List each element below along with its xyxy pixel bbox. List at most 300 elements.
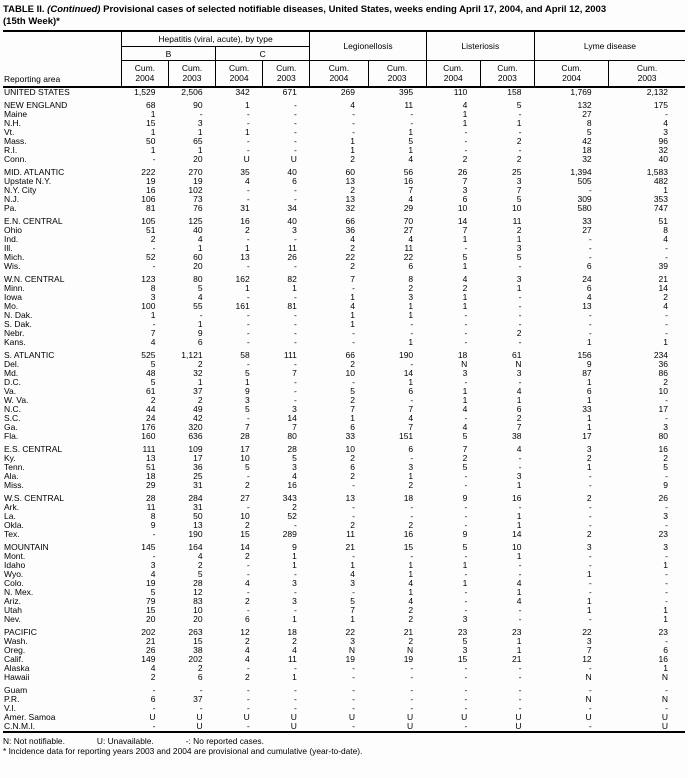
value-cell: -: [464, 605, 468, 615]
value-cell: 9: [150, 520, 156, 530]
value-cell: 3: [516, 368, 522, 378]
reporting-area-cell: La.: [4, 511, 16, 521]
value-cell: 38: [193, 645, 203, 655]
value-cell: 2: [197, 560, 203, 570]
value-cell: 36: [193, 462, 203, 472]
value-cell: 1,583: [646, 167, 668, 177]
value-cell: 2: [408, 283, 414, 293]
value-cell: 16: [658, 444, 668, 454]
group-header-row-1: [3, 31, 685, 47]
value-cell: -: [294, 605, 297, 615]
value-cell: 10: [345, 444, 355, 454]
value-cell: 1: [197, 145, 203, 155]
reporting-area-cell: S. ATLANTIC: [4, 350, 55, 360]
value-cell: 11: [346, 529, 355, 539]
value-cell: -: [588, 587, 592, 597]
value-cell: 3: [586, 636, 592, 646]
value-cell: 9: [462, 529, 468, 539]
value-cell: -: [665, 243, 668, 253]
value-cell: 25: [193, 471, 203, 481]
value-cell: -: [518, 569, 522, 579]
value-cell: 1: [462, 292, 468, 302]
value-cell: 1: [408, 377, 414, 387]
value-cell: 3: [150, 292, 156, 302]
title-table-label: TABLE II.: [3, 4, 45, 15]
value-cell: 123: [141, 274, 156, 284]
value-cell: 24: [582, 274, 592, 284]
reporting-area-cell: NEW ENGLAND: [4, 100, 68, 110]
value-cell: -: [588, 319, 592, 329]
value-cell: -: [588, 185, 592, 195]
value-cell: 35: [240, 167, 250, 177]
reporting-area-cell: R.I.: [4, 145, 18, 155]
value-cell: -: [464, 243, 468, 253]
value-cell: 1: [408, 145, 414, 155]
value-cell: 4: [197, 292, 203, 302]
value-cell: 6: [408, 261, 414, 271]
value-cell: 1: [462, 234, 468, 244]
value-cell: 2: [408, 614, 414, 624]
value-cell: 164: [188, 542, 203, 552]
value-cell: -: [294, 520, 297, 530]
value-cell: -: [665, 413, 668, 423]
value-cell: 190: [188, 529, 203, 539]
footnote-incidence-note: * Incidence data for reporting years 2003 and 2004 are provisional and cumulative (year-to-date).: [3, 746, 363, 756]
reporting-area-cell: Alaska: [4, 663, 30, 673]
value-cell: 4: [350, 234, 355, 244]
reporting-area-cell: Fla.: [4, 431, 19, 441]
table-row: [3, 561, 685, 570]
value-cell: -: [464, 703, 468, 713]
value-cell: 4: [150, 663, 156, 673]
value-cell: 1: [516, 118, 522, 128]
value-cell: 102: [188, 185, 203, 195]
table-row: [3, 490, 685, 503]
value-cell: 29: [145, 480, 156, 490]
value-cell: 9: [292, 542, 297, 552]
value-cell: 1: [663, 337, 668, 347]
title-line-2: (15th Week)*: [3, 15, 60, 27]
value-cell: -: [246, 685, 250, 695]
value-cell: -: [665, 587, 668, 597]
value-cell: 2: [244, 672, 250, 682]
value-cell: 343: [282, 493, 297, 503]
value-cell: 2: [663, 377, 668, 387]
value-cell: -: [294, 359, 297, 369]
reporting-area-cell: Utah: [4, 605, 22, 615]
listeriosis-group-header: Listeriosis: [426, 31, 534, 61]
value-cell: -: [410, 672, 414, 682]
value-cell: 1: [586, 596, 592, 606]
table-row: [3, 302, 685, 311]
value-cell: 18: [403, 493, 414, 503]
value-cell: -: [294, 395, 297, 405]
value-cell: 2: [516, 328, 522, 338]
reporting-area-cell: Mont.: [4, 551, 26, 561]
value-cell: -: [294, 261, 297, 271]
value-cell: 1: [197, 377, 203, 387]
value-cell: -: [352, 118, 355, 128]
value-cell: 16: [403, 529, 414, 539]
hepatitis-b-header: B: [121, 47, 215, 61]
value-cell: 2: [350, 453, 355, 463]
value-cell: U: [290, 154, 297, 164]
value-cell: U: [348, 712, 355, 722]
value-cell: 482: [653, 176, 668, 186]
value-cell: N: [585, 672, 592, 682]
value-cell: 22: [345, 252, 355, 262]
value-cell: 81: [145, 203, 156, 213]
reporting-area-cell: Minn.: [4, 283, 25, 293]
reporting-area-cell: Vt.: [4, 127, 15, 137]
value-cell: 4: [408, 578, 414, 588]
value-cell: U: [290, 721, 297, 731]
value-cell: -: [464, 694, 468, 704]
value-cell: -: [665, 109, 668, 119]
value-cell: 3: [586, 542, 592, 552]
value-cell: 7: [462, 225, 468, 235]
value-cell: -: [464, 471, 468, 481]
value-cell: 13: [345, 176, 355, 186]
value-cell: -: [352, 672, 355, 682]
value-cell: 48: [145, 368, 156, 378]
value-cell: -: [665, 685, 668, 695]
value-cell: 289: [282, 529, 297, 539]
value-cell: 222: [141, 167, 156, 177]
value-cell: 61: [145, 386, 156, 396]
value-cell: 3: [408, 462, 414, 472]
value-cell: -: [246, 261, 250, 271]
value-cell: -: [588, 502, 592, 512]
table-row: [3, 606, 685, 615]
value-cell: -: [518, 685, 522, 695]
value-cell: -: [464, 721, 468, 731]
col-header-cum-5: Cum. 2004: [310, 61, 368, 88]
value-cell: -: [588, 685, 592, 695]
value-cell: 6: [586, 386, 592, 396]
value-cell: 21: [345, 542, 355, 552]
value-cell: 19: [193, 176, 203, 186]
reporting-area-cell: V.I.: [4, 703, 16, 713]
value-cell: 9: [197, 328, 203, 338]
reporting-area-cell: N. Mex.: [4, 587, 34, 597]
value-cell: 270: [188, 167, 203, 177]
value-cell: -: [665, 596, 668, 606]
value-cell: -: [294, 685, 297, 695]
value-cell: -: [199, 310, 203, 320]
value-cell: 2: [516, 136, 522, 146]
value-cell: 5: [516, 194, 522, 204]
value-cell: 87: [582, 368, 592, 378]
value-cell: 1: [292, 614, 297, 624]
value-cell: 4: [408, 596, 414, 606]
value-cell: 38: [511, 431, 522, 441]
value-cell: 1: [516, 480, 522, 490]
value-cell: 6: [516, 404, 522, 414]
table-row: [3, 110, 685, 119]
value-cell: 1: [350, 136, 355, 146]
value-cell: 26: [457, 167, 468, 177]
value-cell: 1: [244, 243, 250, 253]
value-cell: 202: [188, 654, 203, 664]
value-cell: 11: [146, 502, 156, 512]
value-cell: 7: [150, 328, 156, 338]
value-cell: 32: [193, 368, 203, 378]
value-cell: -: [665, 569, 668, 579]
value-cell: -: [518, 319, 522, 329]
value-cell: 36: [658, 359, 668, 369]
reporting-area-cell: E.S. CENTRAL: [4, 444, 63, 454]
value-cell: -: [665, 328, 668, 338]
table-row: [3, 432, 685, 441]
value-cell: 2: [350, 471, 355, 481]
reporting-area-header: Reporting area: [3, 31, 121, 87]
value-cell: 161: [235, 301, 250, 311]
value-cell: N: [348, 645, 355, 655]
value-cell: 1: [663, 185, 668, 195]
value-cell: 7: [516, 422, 522, 432]
value-cell: 7: [462, 444, 468, 454]
value-cell: 17: [582, 431, 592, 441]
value-cell: 6: [663, 645, 668, 655]
value-cell: 3: [292, 596, 297, 606]
value-cell: -: [518, 672, 522, 682]
reporting-area-cell: Conn.: [4, 154, 27, 164]
value-cell: 1: [586, 377, 592, 387]
value-cell: U: [243, 154, 250, 164]
value-cell: -: [518, 109, 522, 119]
value-cell: 3: [244, 395, 250, 405]
value-cell: 9: [663, 480, 668, 490]
value-cell: -: [246, 292, 250, 302]
table-header: [3, 31, 685, 87]
value-cell: -: [246, 194, 250, 204]
value-cell: 22: [403, 252, 414, 262]
table-row: [3, 87, 685, 97]
value-cell: 36: [345, 225, 355, 235]
value-cell: U: [407, 712, 414, 722]
lyme-disease-group-header: Lyme disease: [534, 31, 685, 61]
reporting-area-cell: Ind.: [4, 234, 19, 244]
value-cell: 2: [350, 185, 355, 195]
value-cell: N: [407, 645, 414, 655]
table-row: [3, 177, 685, 186]
value-cell: 2: [462, 154, 468, 164]
value-cell: 11: [288, 243, 297, 253]
value-cell: 4: [408, 154, 414, 164]
value-cell: 5: [516, 252, 522, 262]
value-cell: 40: [658, 154, 668, 164]
value-cell: 27: [240, 493, 250, 503]
value-cell: -: [246, 145, 250, 155]
reporting-area-cell: N.Y. City: [4, 185, 37, 195]
value-cell: 19: [145, 176, 156, 186]
value-cell: N: [661, 672, 668, 682]
table-row: [3, 369, 685, 378]
value-cell: -: [665, 252, 668, 262]
value-cell: 7: [516, 185, 522, 195]
value-cell: -: [518, 292, 522, 302]
value-cell: 28: [240, 431, 250, 441]
value-cell: 81: [287, 301, 297, 311]
value-cell: 66: [345, 350, 355, 360]
value-cell: 1: [516, 234, 522, 244]
value-cell: -: [410, 551, 414, 561]
value-cell: 3: [663, 127, 668, 137]
value-cell: 5: [408, 136, 414, 146]
value-cell: 21: [403, 627, 414, 637]
col-header-cum-3: Cum. 2004: [216, 61, 263, 88]
value-cell: 4: [350, 100, 355, 110]
value-cell: -: [410, 359, 414, 369]
value-cell: 190: [398, 350, 414, 360]
value-cell: -: [294, 337, 297, 347]
value-cell: 16: [287, 480, 297, 490]
value-cell: -: [464, 551, 468, 561]
value-cell: 2: [408, 636, 414, 646]
value-cell: -: [294, 185, 297, 195]
legionellosis-group-header: Legionellosis: [310, 31, 426, 61]
section-wn-central: [3, 271, 685, 347]
value-cell: 32: [658, 145, 668, 155]
table-row: [3, 481, 685, 490]
value-cell: -: [352, 109, 355, 119]
value-cell: -: [294, 569, 297, 579]
value-cell: -: [518, 261, 522, 271]
value-cell: U: [407, 721, 414, 731]
value-cell: -: [588, 234, 592, 244]
value-cell: 5: [244, 462, 250, 472]
value-cell: -: [665, 520, 668, 530]
value-cell: 175: [653, 100, 668, 110]
value-cell: -: [410, 118, 414, 128]
value-cell: 79: [145, 596, 156, 606]
reporting-area-cell: Guam: [4, 685, 28, 695]
value-cell: 3: [462, 614, 468, 624]
value-cell: 58: [240, 350, 250, 360]
col-header-cum-7: Cum. 2004: [426, 61, 480, 88]
value-cell: 6: [350, 462, 355, 472]
table-row: [3, 655, 685, 664]
value-cell: 15: [193, 636, 203, 646]
value-cell: 50: [193, 511, 203, 521]
value-cell: -: [410, 109, 414, 119]
value-cell: 1: [586, 422, 592, 432]
table-row: [3, 704, 685, 713]
table-row: [3, 695, 685, 704]
value-cell: -: [518, 462, 522, 472]
value-cell: 5: [197, 569, 203, 579]
value-cell: 29: [403, 203, 414, 213]
value-cell: 1: [408, 337, 414, 347]
value-cell: 160: [141, 431, 156, 441]
section-en-central: [3, 213, 685, 271]
value-cell: 55: [193, 301, 203, 311]
table-row: [3, 579, 685, 588]
value-cell: 5: [244, 404, 250, 414]
value-cell: 22: [345, 627, 355, 637]
value-cell: 8: [408, 274, 414, 284]
value-cell: -: [518, 127, 522, 137]
value-cell: 10: [345, 368, 355, 378]
value-cell: 37: [193, 694, 203, 704]
value-cell: 2: [408, 480, 414, 490]
reporting-area-cell: Nebr.: [4, 328, 25, 338]
value-cell: 2: [244, 480, 250, 490]
value-cell: 34: [287, 203, 297, 213]
value-cell: 8: [150, 283, 156, 293]
value-cell: 13: [240, 252, 250, 262]
value-cell: N: [461, 359, 468, 369]
table-row: [3, 284, 685, 293]
value-cell: 234: [653, 350, 668, 360]
value-cell: 1: [292, 551, 297, 561]
value-cell: -: [246, 694, 250, 704]
value-cell: 6: [408, 444, 414, 454]
value-cell: -: [246, 703, 250, 713]
value-cell: -: [246, 185, 250, 195]
value-cell: 111: [142, 444, 156, 454]
value-cell: 1: [462, 560, 468, 570]
value-cell: U: [196, 721, 203, 731]
value-cell: 5: [462, 252, 468, 262]
value-cell: 61: [511, 350, 522, 360]
value-cell: -: [588, 520, 592, 530]
reporting-area-cell: Tenn.: [4, 462, 25, 472]
value-cell: 3: [462, 645, 468, 655]
value-cell: 7: [586, 645, 592, 655]
value-cell: 15: [145, 605, 156, 615]
value-cell: -: [152, 551, 156, 561]
value-cell: N: [515, 359, 522, 369]
value-cell: 10: [240, 453, 250, 463]
section-es-central: [3, 441, 685, 490]
value-cell: 1: [516, 395, 522, 405]
value-cell: 2: [150, 672, 156, 682]
value-cell: 16: [240, 216, 250, 226]
value-cell: 23: [658, 529, 668, 539]
value-cell: 1: [244, 100, 250, 110]
col-header-cum-9: Cum. 2004: [534, 61, 608, 88]
value-cell: -: [518, 560, 522, 570]
value-cell: 14: [403, 368, 414, 378]
value-cell: 202: [141, 627, 156, 637]
value-cell: 2,506: [181, 87, 203, 97]
value-cell: U: [515, 712, 522, 722]
col-header-cum-8: Cum. 2003: [480, 61, 534, 88]
value-cell: 1: [586, 569, 592, 579]
value-cell: 12: [240, 627, 250, 637]
table-row: [3, 615, 685, 624]
value-cell: 263: [188, 627, 203, 637]
value-cell: 9: [244, 386, 250, 396]
value-cell: -: [294, 703, 297, 713]
reporting-area-cell: Ky.: [4, 453, 16, 463]
value-cell: 26: [287, 252, 297, 262]
value-cell: 3: [663, 511, 668, 521]
value-cell: 1: [586, 337, 592, 347]
value-cell: -: [665, 471, 668, 481]
value-cell: -: [665, 578, 668, 588]
table-row: [3, 673, 685, 682]
value-cell: 6: [462, 194, 468, 204]
value-cell: 4: [516, 444, 522, 454]
value-cell: 125: [188, 216, 203, 226]
value-cell: 4: [462, 100, 468, 110]
value-cell: 3: [516, 243, 522, 253]
value-cell: 15: [145, 118, 156, 128]
value-cell: 1: [408, 587, 414, 597]
